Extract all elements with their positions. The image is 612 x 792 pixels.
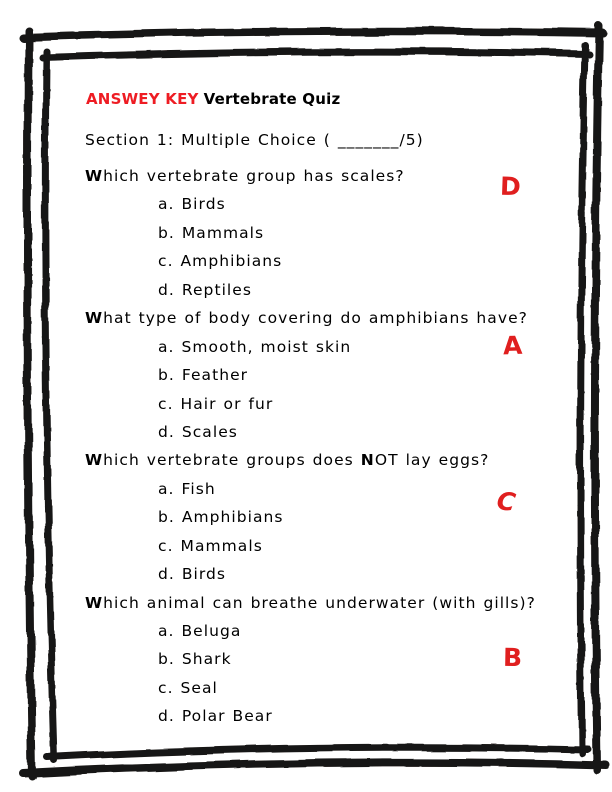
answer-letter-q4: B bbox=[502, 642, 523, 673]
answer-letter-q1: D bbox=[499, 171, 522, 202]
question-text-segment: hich animal can breathe underwater (with gills)? bbox=[103, 593, 536, 612]
inner-border-left bbox=[45, 51, 54, 760]
question-4-option-a: a. Beluga bbox=[158, 622, 242, 640]
answer-key-label: ANSWEY KEY bbox=[86, 90, 199, 108]
outer-border-right bbox=[595, 26, 599, 770]
question-2-option-b: b. Feather bbox=[158, 366, 249, 385]
question-2-option-c: c. Hair or fur bbox=[158, 394, 274, 413]
question-1-text bbox=[85, 162, 555, 190]
inner-border-bottom bbox=[47, 747, 588, 757]
question-4-option-c: c. Seal bbox=[158, 678, 218, 697]
outer-border-top bbox=[22, 31, 603, 37]
question-4-option-b: b. Shark bbox=[158, 650, 232, 669]
question-2-option-a: a. Smooth, moist skin bbox=[158, 337, 352, 356]
question-text-bold-segment: W bbox=[85, 593, 104, 612]
question-3-text bbox=[85, 446, 555, 474]
question-text-bold-segment: W bbox=[85, 309, 104, 328]
page-title bbox=[86, 90, 340, 108]
question-1-option-d: d. Reptiles bbox=[158, 280, 252, 299]
question-text-segment: hat type of body covering do amphibians have? bbox=[103, 309, 528, 328]
question-2-text bbox=[85, 304, 555, 332]
question-text-segment: hich vertebrate groups does bbox=[103, 451, 361, 470]
question-1-option-c: c. Amphibians bbox=[158, 252, 283, 271]
question-4-text bbox=[85, 589, 555, 617]
question-3-option-d: d. Birds bbox=[158, 565, 227, 584]
question-1-option-a: a. Birds bbox=[158, 195, 226, 214]
question-3-option-a: a. Fish bbox=[158, 479, 216, 498]
question-text-bold-segment: W bbox=[85, 167, 104, 185]
answer-letter-q2: A bbox=[502, 330, 523, 361]
inner-border-top bbox=[42, 52, 589, 57]
question-1-option-b: b. Mammals bbox=[158, 223, 265, 242]
inner-border-right bbox=[581, 45, 585, 753]
question-list bbox=[85, 162, 555, 731]
quiz-title-text: Vertebrate Quiz bbox=[203, 90, 341, 108]
outer-border-left bbox=[28, 30, 33, 776]
answer-letter-q3: C bbox=[494, 485, 518, 518]
question-4-option-d: d. Polar Bear bbox=[158, 707, 273, 726]
outer-border-bottom bbox=[23, 762, 606, 773]
question-text-segment: OT lay eggs? bbox=[374, 451, 490, 470]
question-2-option-d: d. Scales bbox=[158, 422, 238, 441]
question-text-bold-segment: W bbox=[85, 451, 104, 470]
question-3-option-c: c. Mammals bbox=[158, 536, 263, 555]
section-heading: Section 1: Multiple Choice ( _______/5) bbox=[85, 131, 424, 149]
question-3-option-b: b. Amphibians bbox=[158, 508, 284, 527]
question-text-segment: hich vertebrate group has scales? bbox=[103, 167, 405, 185]
question-text-bold-segment: N bbox=[360, 451, 375, 470]
